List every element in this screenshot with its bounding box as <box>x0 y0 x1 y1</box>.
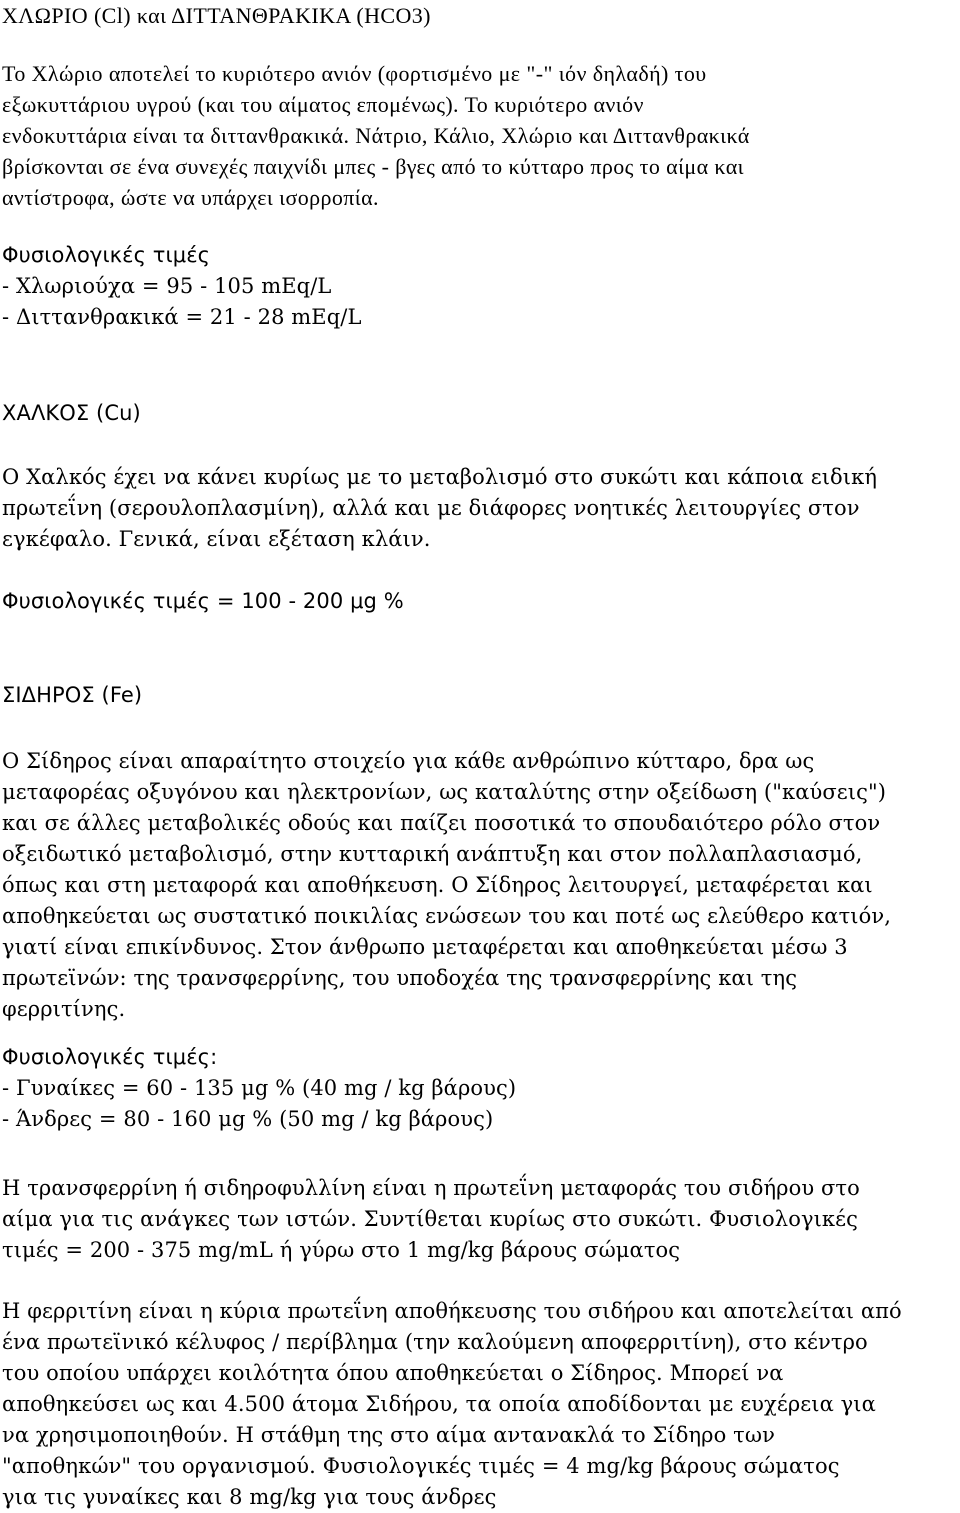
chlorine-values <box>2 240 957 333</box>
paragraph-line: "αποθηκών" του οργανισμού. Φυσιολογικές τιμές = 4 mg/kg βάρους σώματος <box>2 1454 840 1478</box>
values-line: - Άνδρες = 80 - 160 μg % (50 mg / kg βάρους) <box>2 1107 494 1131</box>
paragraph-line: πρωτεΐνη (σερουλοπλασμίνη), αλλά και με διάφορες νοητικές λειτουργίες στον <box>2 496 860 520</box>
paragraph-line: να χρησιμοποιηθούν. Η στάθμη της στο αίμα αντανακλά το Σίδηρο των <box>2 1423 775 1447</box>
paragraph-line: οξειδωτικό μεταβολισμό, στην κυτταρική ανάπτυξη και στον πολλαπλασιασμό, <box>2 842 863 866</box>
paragraph-line: αποθηκεύεται ως συστατικό ποικιλίας ενώσεων του και ποτέ ως ελεύθερο κατιόν, <box>2 904 892 928</box>
copper-paragraph <box>2 462 957 555</box>
paragraph-line: εγκέφαλο. Γενικά, είναι εξέταση κλάιν. <box>2 527 431 551</box>
values-line: - Χλωριούχα = 95 - 105 mEq/L <box>2 274 332 298</box>
paragraph-line: και σε άλλες μεταβολικές οδούς και παίζει ποσοτικά το σπουδαιότερο ρόλο στον <box>2 811 881 835</box>
paragraph-line: γιατί είναι επικίνδυνος. Στον άνθρωπο μεταφέρεται και αποθηκεύεται μέσω 3 <box>2 935 848 959</box>
paragraph-line: αποθηκεύσει ως και 4.500 άτομα Σιδήρου, τα οποία αποδίδονται με ευχέρεια για <box>2 1392 876 1416</box>
paragraph-line: εξωκυττάριου υγρού (και του αίματος επομένως). Το κυριότερο ανιόν <box>2 92 644 117</box>
paragraph-line: τιμές = 200 - 375 mg/mL ή γύρω στο 1 mg/kg βάρους σώματος <box>2 1238 681 1262</box>
paragraph-line: αντίστροφα, ώστε να υπάρχει ισορροπία. <box>2 185 379 210</box>
paragraph-line: για τις γυναίκες και 8 mg/kg για τους άνδρες <box>2 1485 497 1509</box>
paragraph-line: Η τρανσφερρίνη ή σιδηροφυλλίνη είναι η πρωτεΐνη μεταφοράς του σιδήρου στο <box>2 1176 860 1200</box>
paragraph-line: αίμα για τις ανάγκες των ιστών. Συντίθεται κυρίως στο συκώτι. Φυσιολογικές <box>2 1207 858 1231</box>
iron-paragraph <box>2 746 957 1025</box>
copper-values <box>2 586 957 617</box>
copper-heading: ΧΑΛΚΟΣ (Cu) <box>2 401 141 425</box>
copper-section <box>2 398 957 429</box>
ferritin-paragraph <box>2 1296 957 1513</box>
transferrin-paragraph <box>2 1173 957 1266</box>
paragraph-line: βρίσκονται σε ένα συνεχές παιχνίδι μπες - βγες από το κύτταρο προς το αίμα και <box>2 154 744 179</box>
paragraph-line: μεταφορέας οξυγόνου και ηλεκτρονίων, ως καταλύτης στην οξείδωση ("καύσεις") <box>2 780 887 804</box>
paragraph-line: του οποίου υπάρχει κοιλότητα όπου αποθηκεύεται ο Σίδηρος. Μπορεί να <box>2 1361 784 1385</box>
paragraph-line: όπως και στη μεταφορά και αποθήκευση. Ο Σίδηρος λειτουργεί, μεταφέρεται και <box>2 873 873 897</box>
chlorine-section <box>2 0 957 31</box>
chlorine-paragraph <box>2 58 957 213</box>
iron-heading: ΣΙΔΗΡΟΣ (Fe) <box>2 683 143 707</box>
values-label: Φυσιολογικές τιμές: <box>2 1045 218 1069</box>
paragraph-line: Η φερριτίνη είναι η κύρια πρωτεΐνη αποθήκευσης του σιδήρου και αποτελείται από <box>2 1299 902 1323</box>
paragraph-line: Το Χλώριο αποτελεί το κυριότερο ανιόν (φορτισμένο με "-" ιόν δηλαδή) του <box>2 61 707 86</box>
chlorine-heading: ΧΛΩΡΙΟ (Cl) και ΔΙΤΤΑΝΘΡΑΚΙΚΑ (HCO3) <box>2 3 431 28</box>
iron-section <box>2 680 957 711</box>
paragraph-line: ενδοκυττάρια είναι τα διττανθρακικά. Νάτριο, Κάλιο, Χλώριο και Διττανθρακικά <box>2 123 750 148</box>
values-line: - Διττανθρακικά = 21 - 28 mEq/L <box>2 305 362 329</box>
paragraph-line: Ο Σίδηρος είναι απαραίτητο στοιχείο για κάθε ανθρώπινο κύτταρο, δρα ως <box>2 749 815 773</box>
paragraph-line: Ο Χαλκός έχει να κάνει κυρίως με το μεταβολισμό στο συκώτι και κάποια ειδική <box>2 465 878 489</box>
values-label: Φυσιολογικές τιμές <box>2 243 211 267</box>
iron-values <box>2 1042 957 1135</box>
values-line: Φυσιολογικές τιμές = 100 - 200 μg % <box>2 589 404 613</box>
paragraph-line: φερριτίνης. <box>2 997 126 1021</box>
values-line: - Γυναίκες = 60 - 135 μg % (40 mg / kg βάρους) <box>2 1076 517 1100</box>
paragraph-line: ένα πρωτεϊνικό κέλυφος / περίβλημα (την καλούμενη αποφερριτίνη), στο κέντρο <box>2 1330 868 1354</box>
paragraph-line: πρωτεϊνών: της τρανσφερρίνης, του υποδοχέα της τρανσφερρίνης και της <box>2 966 798 990</box>
